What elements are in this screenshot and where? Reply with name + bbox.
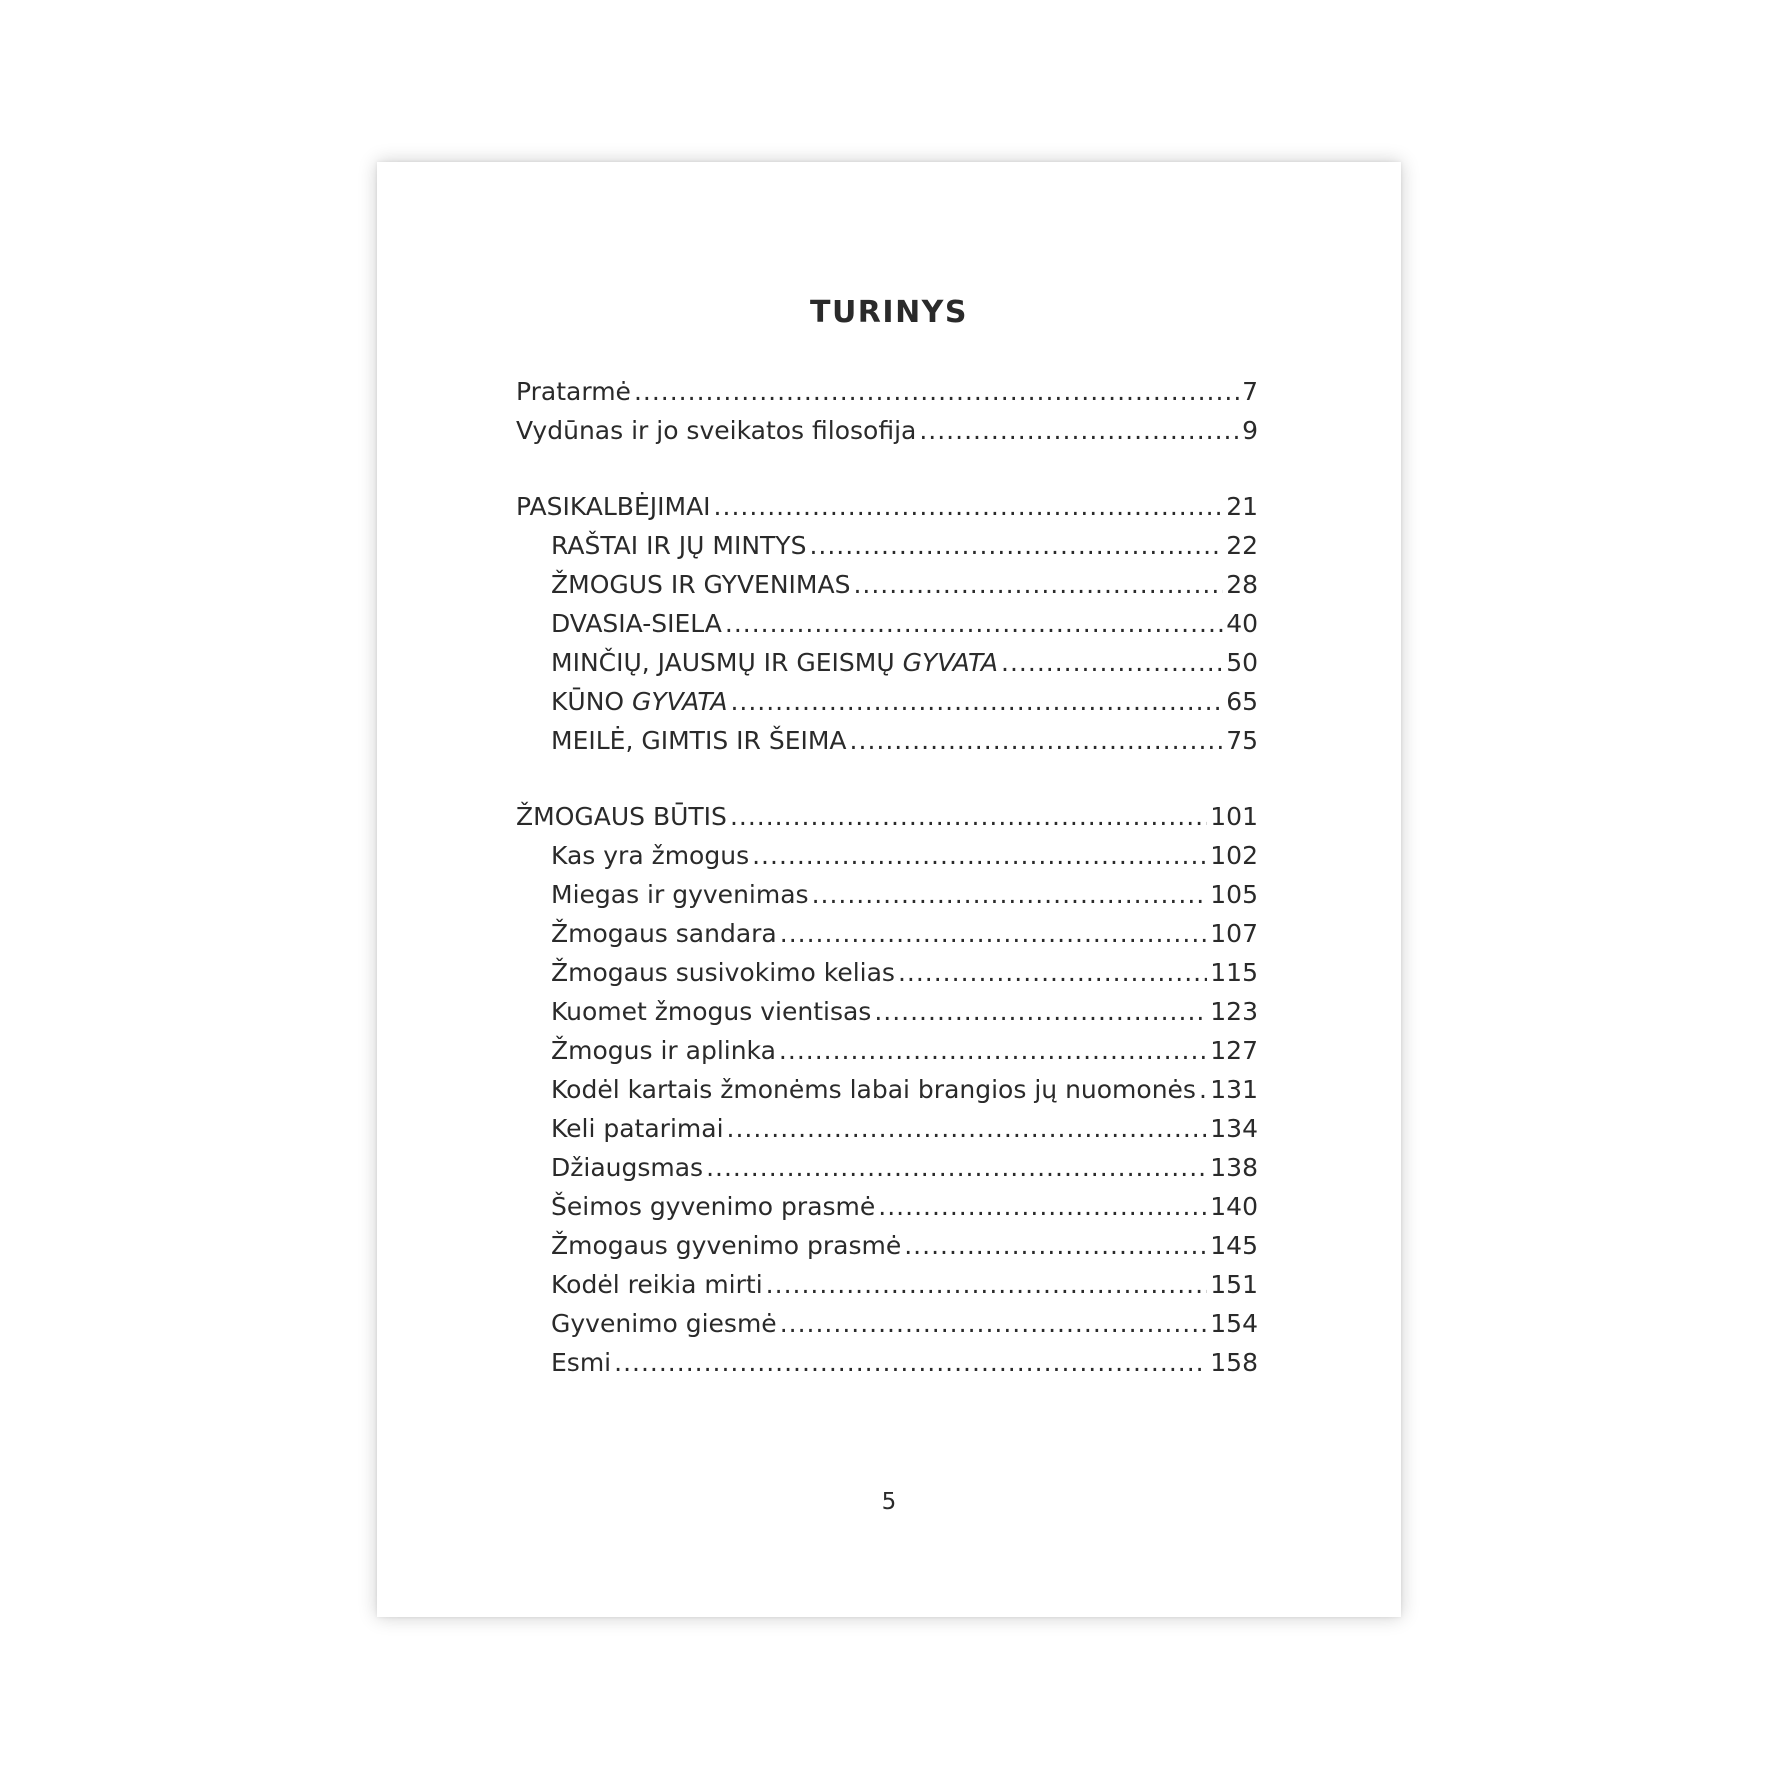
toc-entry-title-text: ŽMOGUS IR GYVENIMAS [551,570,851,599]
toc-entry-page: 21 [1226,492,1258,521]
toc-entry-title-text: Žmogaus sandara [551,919,777,948]
toc-entry-title-text: Kuomet žmogus vientisas [551,997,872,1026]
toc-entry-title-text: Šeimos gyvenimo prasmė [551,1192,876,1221]
toc-entry-page: 105 [1210,880,1258,909]
toc-entry [516,797,1258,836]
toc-entry [516,1343,1258,1382]
toc-entry-title [551,914,777,953]
toc-entry [516,526,1258,565]
toc-entry-title-italic: GYVATA [632,687,728,716]
toc-entry-title-text: Kodėl kartais žmonėms labai brangios jų nuomonės [551,1075,1196,1104]
toc-dot-leader [706,1148,1207,1187]
toc-dot-leader [780,914,1208,953]
toc-entry-title-text: DVASIA-SIELA [551,609,722,638]
toc-entry-title-text: Žmogaus susivokimo kelias [551,958,895,987]
toc-entry-title [551,1265,763,1304]
toc-entry-title [551,1226,901,1265]
toc-entry-title-text: Kodėl reikia mirti [551,1270,763,1299]
toc-dot-leader [730,682,1223,721]
toc-entry-page: 140 [1210,1192,1258,1221]
toc-dot-leader [812,875,1208,914]
toc-entry-title [551,565,850,604]
toc-entry [516,1187,1258,1226]
toc-dot-leader [725,604,1223,643]
toc-entry-title-text: MEILĖ, GIMTIS IR ŠEIMA [551,726,847,755]
toc-dot-leader [898,953,1207,992]
toc-entry-title-text: Vydūnas ir jo sveikatos filosofija [516,416,917,445]
toc-entry-title [551,604,722,643]
toc-entry-page: 131 [1210,1075,1258,1104]
toc-entry [516,914,1258,953]
toc-dot-leader [919,411,1239,450]
toc-entry-title [551,721,847,760]
toc-entry-title-italic: GYVATA [902,648,999,677]
toc-entry-title [551,1070,1196,1109]
toc-entry-page: 154 [1210,1309,1258,1338]
toc-entry-title-text: PASIKALBĖJIMAI [516,492,711,521]
toc-dot-leader [752,836,1207,875]
toc-entry-title [551,643,998,682]
toc-entry [516,643,1258,682]
toc-entry-title-text: Miegas ir gyvenimas [551,880,809,909]
table-of-contents [516,372,1258,1382]
toc-entry-title-text: Kas yra žmogus [551,841,750,870]
toc-entry-page: 40 [1226,609,1258,638]
toc-dot-leader [614,1343,1207,1382]
toc-entry-title [551,1343,611,1382]
toc-entry-page: 127 [1210,1036,1258,1065]
page-title: TURINYS [809,295,969,330]
toc-entry [516,1304,1258,1343]
toc-entry-title [551,1031,776,1070]
toc-entry [516,411,1258,450]
toc-entry-title-text: Gyvenimo giesmė [551,1309,777,1338]
page-number: 5 [881,1489,897,1515]
toc-entry-title [551,1304,777,1343]
toc-dot-leader [878,1187,1207,1226]
toc-entry [516,1265,1258,1304]
toc-entry-page: 134 [1210,1114,1258,1143]
toc-dot-leader [779,1031,1207,1070]
toc-entry-title-text: Žmogus ir aplinka [551,1036,776,1065]
toc-entry-page: 7 [1242,377,1258,406]
toc-dot-leader [766,1265,1208,1304]
toc-dot-leader [1001,643,1223,682]
book-page [377,162,1401,1617]
toc-entry-page: 102 [1210,841,1258,870]
toc-entry-title-text: MINČIŲ, JAUSMŲ IR GEISMŲ [551,648,903,677]
toc-entry-title-text: KŪNO [551,687,633,716]
toc-dot-leader [730,797,1207,836]
toc-entry [516,604,1258,643]
toc-entry-title [551,875,809,914]
toc-dot-leader [714,487,1224,526]
toc-entry-title [551,682,727,721]
toc-dot-leader [634,372,1239,411]
toc-entry-title-text: Esmi [551,1348,612,1377]
toc-entry [516,565,1258,604]
toc-entry-page: 107 [1210,919,1258,948]
toc-entry [516,487,1258,526]
toc-dot-leader [809,526,1223,565]
toc-entry-page: 101 [1210,802,1258,831]
toc-dot-leader [853,565,1223,604]
toc-dot-leader [1199,1070,1207,1109]
toc-entry [516,953,1258,992]
toc-entry-title [516,797,727,836]
toc-entry-page: 138 [1210,1153,1258,1182]
toc-entry-page: 158 [1210,1348,1258,1377]
toc-entry-title-text: RAŠTAI IR JŲ MINTYS [551,531,807,560]
toc-entry [516,372,1258,411]
toc-entry-page: 75 [1226,726,1258,755]
toc-entry-title [551,1109,724,1148]
toc-dot-leader [904,1226,1207,1265]
toc-entry-title [551,992,871,1031]
toc-entry-title [516,372,631,411]
toc-entry [516,682,1258,721]
toc-entry [516,1109,1258,1148]
toc-entry-page: 145 [1210,1231,1258,1260]
toc-entry-title [516,487,711,526]
toc-entry-title [551,526,806,565]
toc-entry-title-text: ŽMOGAUS BŪTIS [516,802,727,831]
toc-entry-title [551,1148,703,1187]
toc-entry-title-text: Pratarmė [516,377,631,406]
toc-entry-title-text: Džiaugsmas [551,1153,704,1182]
toc-entry [516,1226,1258,1265]
toc-entry [516,836,1258,875]
toc-entry [516,721,1258,760]
toc-dot-leader [874,992,1207,1031]
toc-dot-leader [780,1304,1208,1343]
toc-entry-title [551,836,749,875]
toc-entry-page: 22 [1226,531,1258,560]
toc-entry [516,1148,1258,1187]
toc-entry-title [551,953,895,992]
toc-entry-title [516,411,916,450]
toc-entry-page: 115 [1210,958,1258,987]
toc-entry [516,1070,1258,1109]
toc-entry [516,875,1258,914]
toc-entry [516,992,1258,1031]
toc-entry-page: 151 [1210,1270,1258,1299]
toc-entry-page: 65 [1226,687,1258,716]
toc-entry-page: 123 [1210,997,1258,1026]
toc-entry-title-text: Žmogaus gyvenimo prasmė [551,1231,902,1260]
toc-entry-page: 9 [1242,416,1258,445]
toc-dot-leader [850,721,1224,760]
toc-dot-leader [727,1109,1208,1148]
toc-entry [516,1031,1258,1070]
toc-entry-page: 50 [1226,648,1258,677]
toc-entry-title-text: Keli patarimai [551,1114,724,1143]
toc-entry-page: 28 [1226,570,1258,599]
toc-entry-title [551,1187,875,1226]
